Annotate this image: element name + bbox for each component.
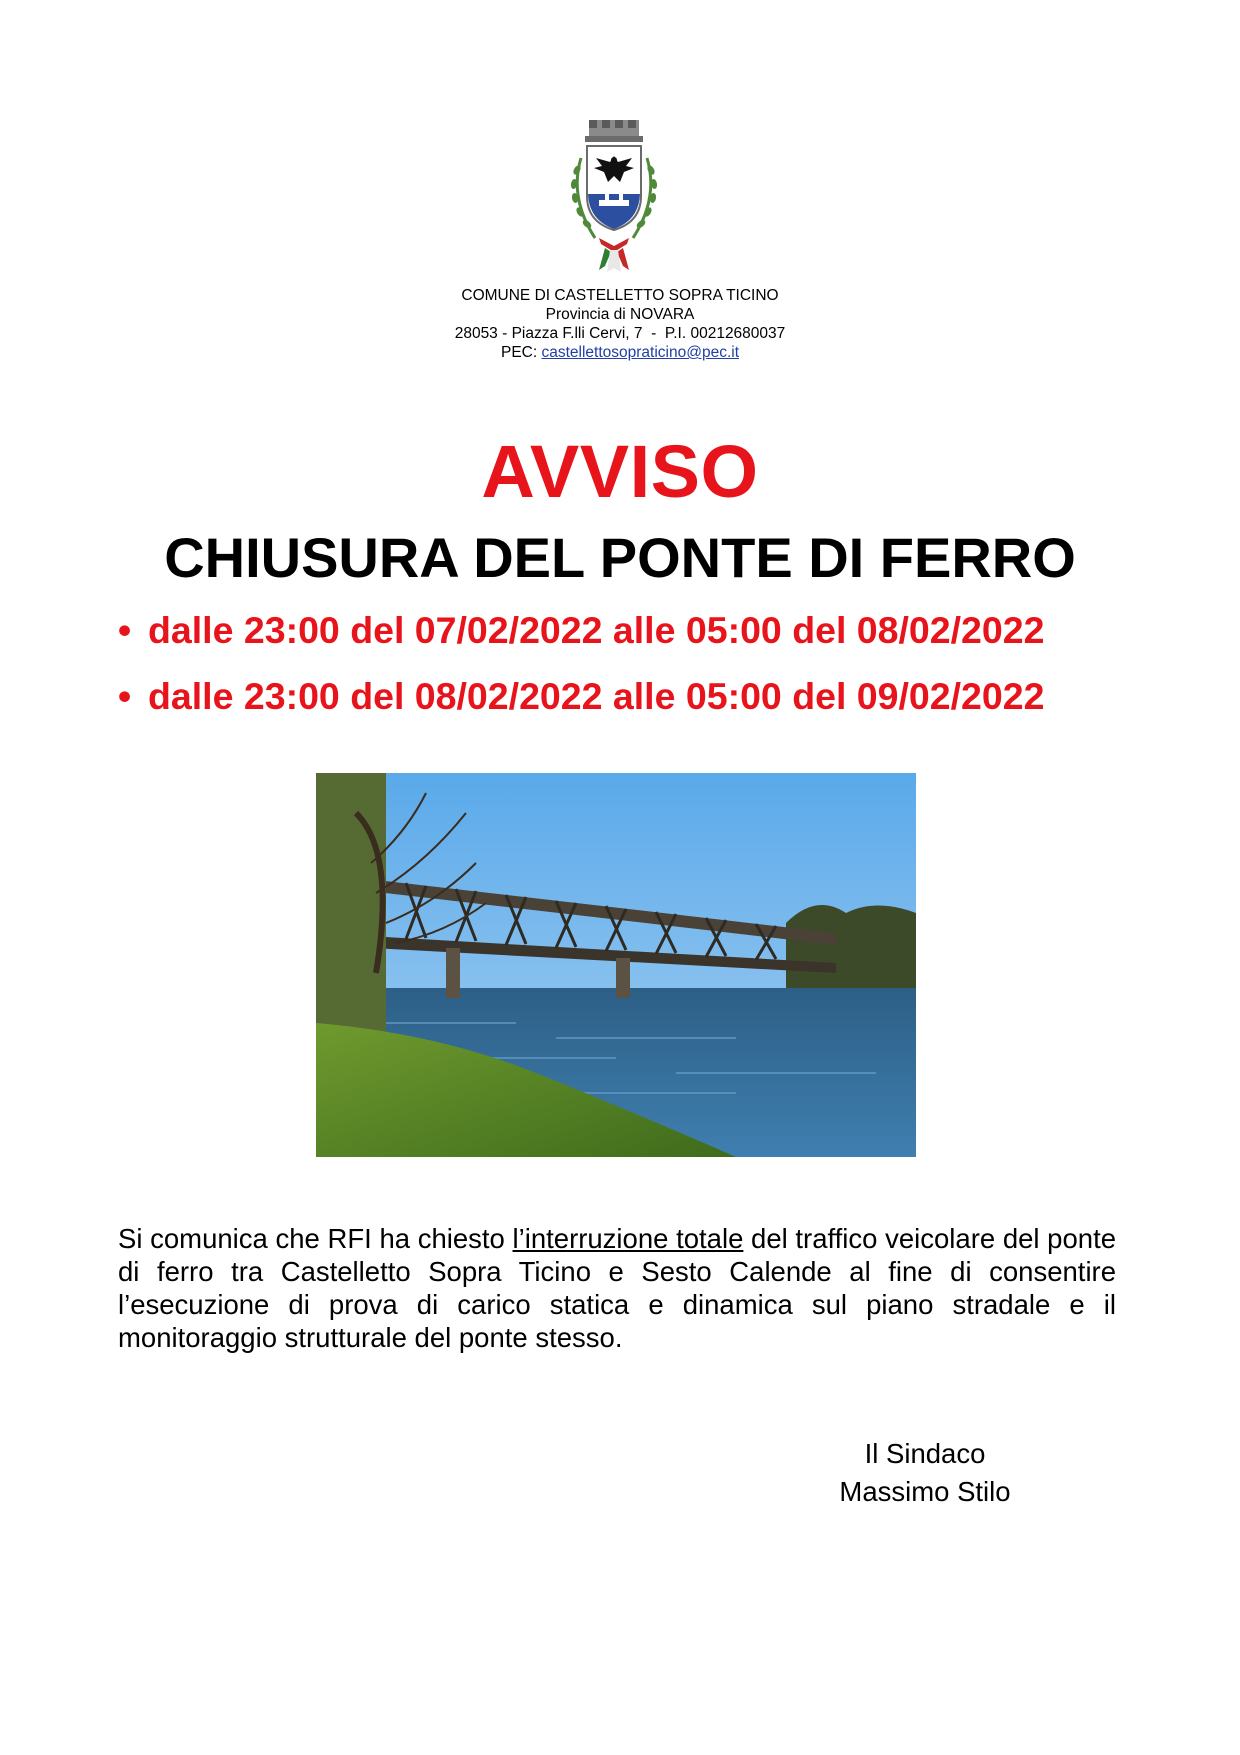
closure-date-text: dalle 23:00 del 08/02/2022 alle 05:00 del 09/02/2022: [148, 675, 1045, 717]
bullet-icon: •: [118, 675, 132, 717]
notice-title: AVVISO: [481, 430, 759, 513]
body-text-emphasis: l’interruzione totale: [512, 1223, 744, 1254]
municipality-header: [0, 286, 1240, 362]
bridge-photo: [316, 773, 916, 1157]
pec-line: [0, 343, 1240, 362]
address-line: 28053 - Piazza F.lli Cervi, 7 - P.I. 00212680037: [454, 325, 786, 342]
signature-block: [820, 1435, 1030, 1511]
closure-date-item: [118, 608, 1128, 652]
body-text-intro: Si comunica che RFI ha chiesto: [118, 1223, 513, 1254]
closure-date-item: [118, 674, 1128, 718]
pec-email-link[interactable]: castellettosopraticino@pec.it: [541, 344, 739, 361]
bullet-icon: •: [118, 609, 132, 651]
province-line: Provincia di NOVARA: [545, 306, 695, 323]
municipality-name: COMUNE DI CASTELLETTO SOPRA TICINO: [461, 287, 779, 304]
pec-label: PEC:: [500, 344, 542, 361]
closure-date-text: dalle 23:00 del 07/02/2022 alle 05:00 del 08/02/2022: [148, 609, 1045, 651]
closure-dates-list: [118, 608, 1128, 740]
municipal-crest-icon: [555, 118, 673, 278]
signatory-name: Massimo Stilo: [839, 1476, 1011, 1507]
signatory-role: Il Sindaco: [864, 1438, 986, 1469]
body-text-rest: del traffico veicolare del ponte di ferro tra Castelletto Sopra Ticino e Sesto Calende al fine di consentire l’esecuzione di prova di carico statica e dinamica sul piano stradale e il monitoraggio strutturale del ponte stesso.: [118, 1223, 1117, 1353]
notice-body-paragraph: [118, 1222, 1116, 1354]
notice-subtitle: CHIUSURA DEL PONTE DI FERRO: [164, 526, 1076, 589]
